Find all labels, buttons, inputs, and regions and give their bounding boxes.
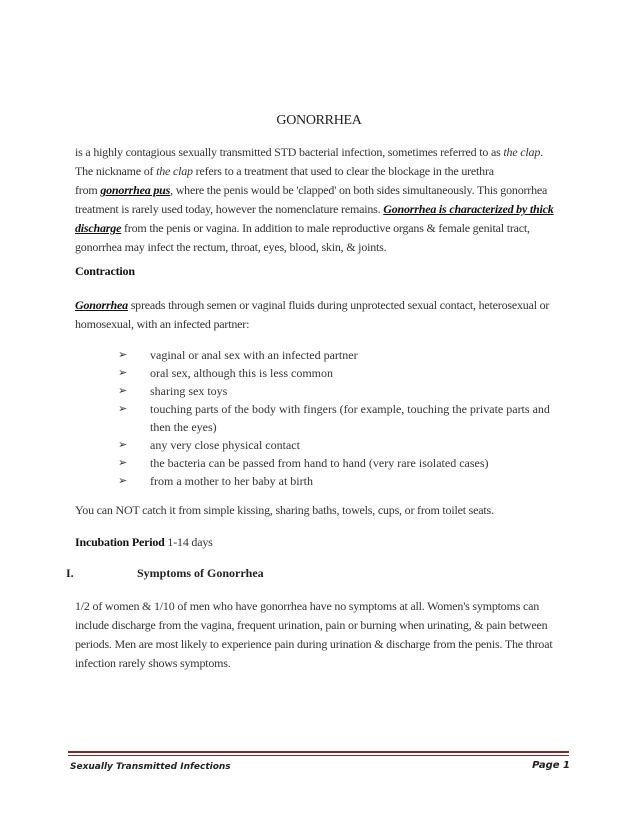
intro-line-2: The nickname of the clap refers to a treatment that used to clear the blockage in the urethra	[75, 164, 494, 178]
intro-line-6: gonorrhea may infect the rectum, throat, eyes, blood, skin, & joints.	[75, 240, 387, 254]
section-number: I.	[66, 566, 74, 580]
list-item: ➢ touching parts of the body with fingers (for example, touching the private parts and	[118, 402, 550, 416]
symptoms-line-1: 1/2 of women & 1/10 of men who have gonorrhea have no symptoms at all. Women's symptoms can	[75, 599, 540, 613]
arrow-bullet-icon: ➢	[118, 349, 128, 361]
intro-line-3: from gonorrhea pus, where the penis would be 'clapped' on both sides simultaneously. This gonorrhea	[75, 183, 548, 197]
footer-rule-thin	[68, 755, 569, 756]
symptoms-line-4: infection rarely shows symptoms.	[75, 656, 231, 670]
list-item-continuation: then the eyes)	[150, 420, 217, 434]
symptoms-paragraph	[75, 597, 565, 673]
list-item: ➢ any very close physical contact	[118, 438, 300, 452]
page-title: GONORRHEA	[276, 113, 362, 128]
symptoms-heading: Symptoms of Gonorrhea	[137, 566, 264, 580]
contraction-line-2: homosexual, with an infected partner:	[75, 317, 250, 331]
intro-line-1: is a highly contagious sexually transmitted STD bacterial infection, sometimes referred to as the clap.	[75, 145, 543, 159]
intro-line-5: discharge from the penis or vagina. In addition to male reproductive organs & female genital tract,	[75, 221, 530, 235]
arrow-bullet-icon: ➢	[118, 403, 128, 415]
arrow-bullet-icon: ➢	[118, 439, 128, 451]
arrow-bullet-icon: ➢	[118, 385, 128, 397]
symptoms-line-3: periods. Men are most likely to experience pain during urination & discharge from the penis. The throat	[75, 637, 553, 651]
arrow-bullet-icon: ➢	[118, 457, 128, 469]
intro-line-4: treatment is rarely used today, however the nomenclature remains. Gonorrhea is characterized by thick	[75, 202, 554, 216]
page-number: Page 1	[532, 760, 570, 771]
incubation-line	[75, 533, 565, 552]
contraction-line-1: Gonorrhea spreads through semen or vaginal fluids during unprotected sexual contact, heterosexual or	[75, 298, 550, 312]
transmission-list	[118, 346, 558, 490]
list-item: ➢ from a mother to her baby at birth	[118, 474, 313, 488]
contraction-paragraph	[75, 296, 565, 334]
list-item: ➢ the bacteria can be passed from hand to hand (very rare isolated cases)	[118, 456, 489, 470]
contraction-heading: Contraction	[75, 264, 135, 278]
arrow-bullet-icon: ➢	[118, 475, 128, 487]
incubation-value: 1-14 days	[164, 535, 213, 549]
contraction-note: You can NOT catch it from simple kissing, sharing baths, towels, cups, or from toilet seats.	[75, 503, 494, 517]
symptoms-line-2: include discharge from the vagina, frequent urination, pain or burning when urinating, & pain between	[75, 618, 548, 632]
intro-paragraph	[75, 143, 565, 257]
footer-title: Sexually Transmitted Infections	[70, 762, 231, 772]
incubation-label: Incubation Period	[75, 535, 165, 549]
list-item: ➢ sharing sex toys	[118, 384, 228, 398]
list-item: ➢ oral sex, although this is less common	[118, 366, 333, 380]
list-item: ➢ vaginal or anal sex with an infected partner	[118, 348, 358, 362]
footer-rule-thick	[68, 751, 569, 753]
arrow-bullet-icon: ➢	[118, 367, 128, 379]
